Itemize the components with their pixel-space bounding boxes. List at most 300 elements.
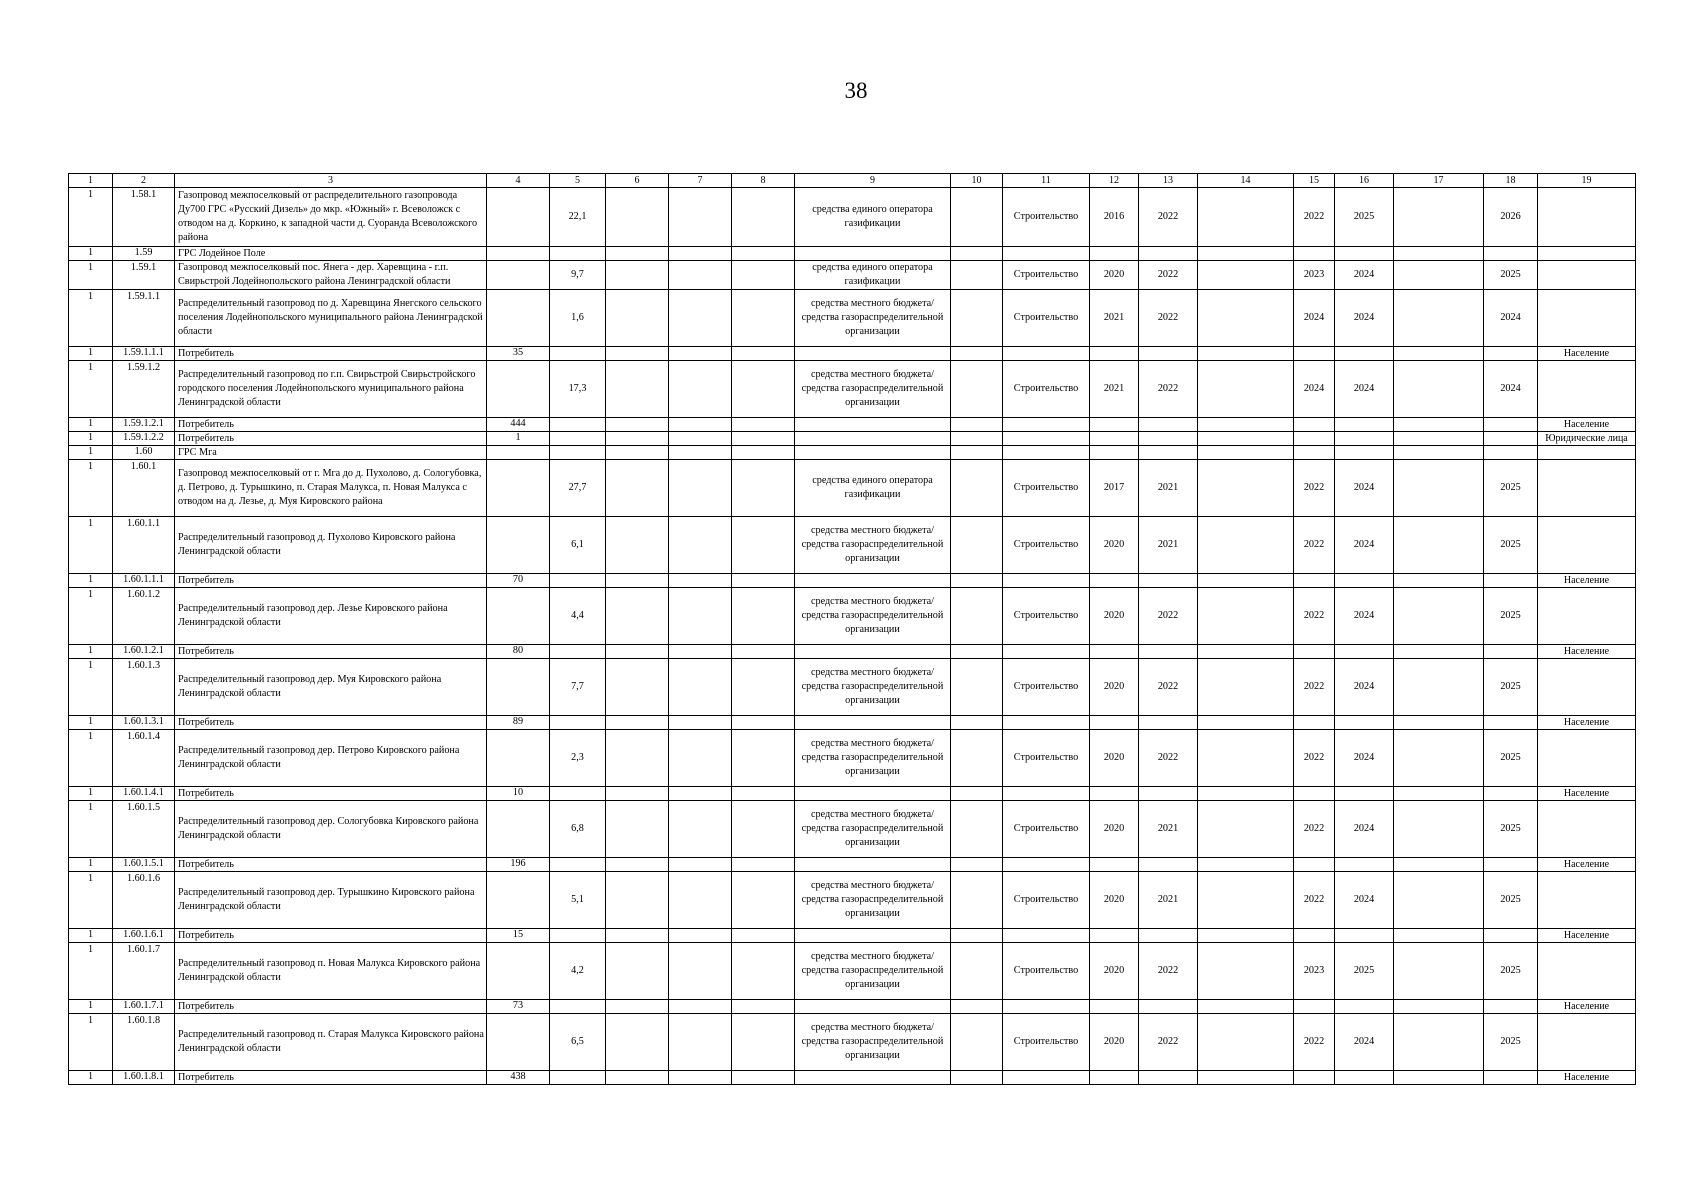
- cell-col-17: [1394, 574, 1484, 588]
- cell-col-6: [606, 659, 669, 716]
- cell-col-12: 2016: [1090, 188, 1139, 247]
- cell-col-11: Строительство: [1003, 261, 1090, 290]
- cell-col-7: [669, 872, 732, 929]
- cell-col-15: 2022: [1294, 872, 1335, 929]
- cell-col-9: [795, 247, 951, 261]
- cell-col-15: [1294, 574, 1335, 588]
- cell-col-16: 2024: [1335, 588, 1394, 645]
- cell-col-14: [1198, 787, 1294, 801]
- cell-col-4: [487, 659, 550, 716]
- cell-col-9: [795, 645, 951, 659]
- cell-col-2: 1.60.1.8.1: [113, 1071, 175, 1085]
- cell-col-18: [1484, 716, 1538, 730]
- cell-col-10: [951, 801, 1003, 858]
- cell-col-15: [1294, 347, 1335, 361]
- cell-col-6: [606, 943, 669, 1000]
- cell-col-18: [1484, 787, 1538, 801]
- column-header-4: 4: [487, 174, 550, 188]
- cell-col-16: 2024: [1335, 1014, 1394, 1071]
- cell-col-3: Распределительный газопровод дер. Петрово Кировского района Ленинградской области: [175, 730, 487, 787]
- cell-col-9: [795, 929, 951, 943]
- cell-col-17: [1394, 858, 1484, 872]
- cell-col-18: 2025: [1484, 659, 1538, 716]
- cell-col-8: [732, 787, 795, 801]
- cell-col-16: [1335, 858, 1394, 872]
- cell-col-19: Население: [1538, 858, 1636, 872]
- cell-col-14: [1198, 517, 1294, 574]
- cell-col-13: 2022: [1139, 290, 1198, 347]
- cell-col-14: [1198, 943, 1294, 1000]
- table-row-consumer: [69, 347, 1636, 361]
- column-header-5: 5: [550, 174, 606, 188]
- cell-col-6: [606, 446, 669, 460]
- cell-col-3: Распределительный газопровод п. Старая Малукса Кировского района Ленинградской области: [175, 1014, 487, 1071]
- cell-col-16: [1335, 1000, 1394, 1014]
- cell-col-18: [1484, 446, 1538, 460]
- cell-col-14: [1198, 290, 1294, 347]
- cell-col-2: 1.59: [113, 247, 175, 261]
- cell-col-3: Газопровод межпоселковый пос. Янега - дер. Харевщина - г.п. Свирьстрой Лодейнопольского района Ленинградской области: [175, 261, 487, 290]
- cell-col-3: Распределительный газопровод д. Пухолово Кировского района Ленинградской области: [175, 517, 487, 574]
- cell-col-11: Строительство: [1003, 361, 1090, 418]
- cell-col-17: [1394, 730, 1484, 787]
- cell-col-7: [669, 418, 732, 432]
- cell-col-13: 2021: [1139, 460, 1198, 517]
- cell-col-9: [795, 347, 951, 361]
- cell-col-17: [1394, 261, 1484, 290]
- cell-col-7: [669, 659, 732, 716]
- cell-col-6: [606, 1014, 669, 1071]
- cell-col-14: [1198, 418, 1294, 432]
- cell-col-7: [669, 858, 732, 872]
- cell-col-13: 2022: [1139, 943, 1198, 1000]
- cell-col-13: [1139, 787, 1198, 801]
- cell-col-18: [1484, 645, 1538, 659]
- cell-col-7: [669, 361, 732, 418]
- table-row: [69, 290, 1636, 347]
- cell-col-17: [1394, 872, 1484, 929]
- cell-col-3: Распределительный газопровод дер. Лезье Кировского района Ленинградской области: [175, 588, 487, 645]
- column-header-13: 13: [1139, 174, 1198, 188]
- cell-col-4: [487, 588, 550, 645]
- cell-col-9: [795, 716, 951, 730]
- cell-col-10: [951, 929, 1003, 943]
- cell-col-6: [606, 261, 669, 290]
- cell-col-3: Потребитель: [175, 1000, 487, 1014]
- cell-col-7: [669, 261, 732, 290]
- cell-col-7: [669, 716, 732, 730]
- cell-col-11: [1003, 716, 1090, 730]
- cell-col-5: [550, 787, 606, 801]
- cell-col-10: [951, 1000, 1003, 1014]
- cell-col-12: [1090, 645, 1139, 659]
- cell-col-7: [669, 801, 732, 858]
- cell-col-11: [1003, 787, 1090, 801]
- table-row-consumer: [69, 418, 1636, 432]
- cell-col-6: [606, 1071, 669, 1085]
- cell-col-11: Строительство: [1003, 659, 1090, 716]
- table-row-consumer: [69, 574, 1636, 588]
- cell-col-10: [951, 659, 1003, 716]
- cell-col-8: [732, 659, 795, 716]
- cell-col-16: 2025: [1335, 943, 1394, 1000]
- cell-col-16: [1335, 446, 1394, 460]
- cell-col-12: [1090, 1071, 1139, 1085]
- cell-col-18: 2025: [1484, 517, 1538, 574]
- cell-col-7: [669, 460, 732, 517]
- cell-col-11: [1003, 418, 1090, 432]
- cell-col-12: 2020: [1090, 872, 1139, 929]
- cell-col-4: 438: [487, 1071, 550, 1085]
- cell-col-11: [1003, 929, 1090, 943]
- cell-col-9: [795, 446, 951, 460]
- cell-col-8: [732, 1071, 795, 1085]
- cell-col-15: [1294, 645, 1335, 659]
- cell-col-8: [732, 588, 795, 645]
- cell-col-11: Строительство: [1003, 188, 1090, 247]
- cell-col-13: [1139, 645, 1198, 659]
- cell-col-10: [951, 943, 1003, 1000]
- cell-col-11: [1003, 574, 1090, 588]
- cell-col-14: [1198, 801, 1294, 858]
- cell-col-4: [487, 361, 550, 418]
- cell-col-13: 2022: [1139, 659, 1198, 716]
- cell-col-19: [1538, 188, 1636, 247]
- cell-col-14: [1198, 872, 1294, 929]
- cell-col-7: [669, 787, 732, 801]
- cell-col-18: 2026: [1484, 188, 1538, 247]
- cell-col-8: [732, 347, 795, 361]
- cell-col-11: Строительство: [1003, 517, 1090, 574]
- cell-col-5: 2,3: [550, 730, 606, 787]
- cell-col-6: [606, 347, 669, 361]
- table-row-consumer: [69, 787, 1636, 801]
- cell-col-19: [1538, 1014, 1636, 1071]
- cell-col-13: [1139, 716, 1198, 730]
- cell-col-12: 2020: [1090, 943, 1139, 1000]
- cell-col-5: [550, 574, 606, 588]
- cell-col-3: ГРС Лодейное Поле: [175, 247, 487, 261]
- cell-col-3: Потребитель: [175, 716, 487, 730]
- cell-col-9: средства местного бюджета/средства газораспределительной организации: [795, 588, 951, 645]
- cell-col-2: 1.59.1.1: [113, 290, 175, 347]
- cell-col-13: [1139, 432, 1198, 446]
- cell-col-5: 22,1: [550, 188, 606, 247]
- column-number-row: [69, 174, 1636, 188]
- cell-col-17: [1394, 588, 1484, 645]
- cell-col-4: [487, 872, 550, 929]
- cell-col-16: [1335, 574, 1394, 588]
- cell-col-6: [606, 432, 669, 446]
- cell-col-16: 2024: [1335, 517, 1394, 574]
- cell-col-5: [550, 347, 606, 361]
- cell-col-3: Распределительный газопровод п. Новая Малукса Кировского района Ленинградской области: [175, 943, 487, 1000]
- cell-col-5: [550, 418, 606, 432]
- cell-col-12: 2020: [1090, 659, 1139, 716]
- cell-col-1: 1: [69, 574, 113, 588]
- cell-col-5: 6,8: [550, 801, 606, 858]
- cell-col-11: Строительство: [1003, 1014, 1090, 1071]
- table-row: [69, 261, 1636, 290]
- cell-col-8: [732, 517, 795, 574]
- cell-col-3: Потребитель: [175, 929, 487, 943]
- cell-col-16: [1335, 432, 1394, 446]
- cell-col-2: 1.60.1.2: [113, 588, 175, 645]
- cell-col-12: 2017: [1090, 460, 1139, 517]
- cell-col-3: Газопровод межпоселковый от г. Мга до д. Пухолово, д. Сологубовка, д. Петрово, д. Турышкино, п. Старая Малукса, п. Новая Малукса с отводом на д. Лезье, д. Муя Кировского района: [175, 460, 487, 517]
- cell-col-5: [550, 432, 606, 446]
- cell-col-2: 1.60.1.3: [113, 659, 175, 716]
- cell-col-5: 6,1: [550, 517, 606, 574]
- cell-col-12: 2020: [1090, 730, 1139, 787]
- cell-col-13: [1139, 1000, 1198, 1014]
- cell-col-15: [1294, 1000, 1335, 1014]
- cell-col-18: [1484, 432, 1538, 446]
- cell-col-7: [669, 247, 732, 261]
- column-header-7: 7: [669, 174, 732, 188]
- cell-col-11: [1003, 1071, 1090, 1085]
- cell-col-15: [1294, 247, 1335, 261]
- cell-col-8: [732, 858, 795, 872]
- cell-col-5: 6,5: [550, 1014, 606, 1071]
- cell-col-15: 2022: [1294, 659, 1335, 716]
- cell-col-19: Юридические лица: [1538, 432, 1636, 446]
- cell-col-17: [1394, 716, 1484, 730]
- cell-col-3: Распределительный газопровод по д. Харевщина Янегского сельского поселения Лодейнопольского муниципального района Ленинградской области: [175, 290, 487, 347]
- cell-col-5: 17,3: [550, 361, 606, 418]
- cell-col-13: 2021: [1139, 872, 1198, 929]
- cell-col-11: [1003, 858, 1090, 872]
- cell-col-1: 1: [69, 517, 113, 574]
- cell-col-3: Газопровод межпоселковый от распределительного газопровода Ду700 ГРС «Русский Дизель» до мкр. «Южный» г. Всеволожск с отводом на д. Коркино, к западной части д. Суоранда Всеволожского района: [175, 188, 487, 247]
- cell-col-12: [1090, 432, 1139, 446]
- column-header-10: 10: [951, 174, 1003, 188]
- cell-col-11: Строительство: [1003, 872, 1090, 929]
- cell-col-8: [732, 1014, 795, 1071]
- cell-col-4: 89: [487, 716, 550, 730]
- cell-col-8: [732, 730, 795, 787]
- cell-col-2: 1.60.1.1.1: [113, 574, 175, 588]
- cell-col-1: 1: [69, 659, 113, 716]
- table-row-consumer: [69, 432, 1636, 446]
- cell-col-14: [1198, 188, 1294, 247]
- cell-col-2: 1.60.1.2.1: [113, 645, 175, 659]
- cell-col-15: [1294, 418, 1335, 432]
- cell-col-10: [951, 432, 1003, 446]
- cell-col-15: [1294, 787, 1335, 801]
- cell-col-15: 2022: [1294, 517, 1335, 574]
- cell-col-7: [669, 588, 732, 645]
- cell-col-7: [669, 1071, 732, 1085]
- cell-col-12: [1090, 347, 1139, 361]
- cell-col-8: [732, 574, 795, 588]
- cell-col-16: [1335, 716, 1394, 730]
- cell-col-10: [951, 787, 1003, 801]
- cell-col-3: Потребитель: [175, 787, 487, 801]
- cell-col-19: Население: [1538, 787, 1636, 801]
- cell-col-10: [951, 418, 1003, 432]
- cell-col-8: [732, 418, 795, 432]
- cell-col-9: [795, 1000, 951, 1014]
- cell-col-4: [487, 247, 550, 261]
- cell-col-17: [1394, 1014, 1484, 1071]
- cell-col-6: [606, 872, 669, 929]
- cell-col-2: 1.58.1: [113, 188, 175, 247]
- cell-col-6: [606, 588, 669, 645]
- cell-col-8: [732, 460, 795, 517]
- cell-col-14: [1198, 730, 1294, 787]
- cell-col-12: 2020: [1090, 517, 1139, 574]
- cell-col-10: [951, 460, 1003, 517]
- cell-col-19: [1538, 247, 1636, 261]
- cell-col-7: [669, 517, 732, 574]
- cell-col-17: [1394, 290, 1484, 347]
- cell-col-17: [1394, 446, 1484, 460]
- cell-col-15: 2022: [1294, 1014, 1335, 1071]
- cell-col-1: 1: [69, 588, 113, 645]
- cell-col-19: Население: [1538, 716, 1636, 730]
- cell-col-8: [732, 801, 795, 858]
- cell-col-14: [1198, 645, 1294, 659]
- cell-col-2: 1.60.1.1: [113, 517, 175, 574]
- cell-col-7: [669, 432, 732, 446]
- cell-col-4: [487, 801, 550, 858]
- column-header-14: 14: [1198, 174, 1294, 188]
- cell-col-4: 10: [487, 787, 550, 801]
- cell-col-19: Население: [1538, 1000, 1636, 1014]
- cell-col-9: средства местного бюджета/средства газораспределительной организации: [795, 361, 951, 418]
- cell-col-5: [550, 716, 606, 730]
- cell-col-15: 2022: [1294, 460, 1335, 517]
- cell-col-1: 1: [69, 261, 113, 290]
- cell-col-4: [487, 261, 550, 290]
- cell-col-8: [732, 247, 795, 261]
- cell-col-8: [732, 361, 795, 418]
- cell-col-10: [951, 247, 1003, 261]
- cell-col-3: Распределительный газопровод по г.п. Свирьстрой Свирьстройского городского поселения Лодейнопольского муниципального района Ленинградской области: [175, 361, 487, 418]
- cell-col-7: [669, 347, 732, 361]
- cell-col-15: 2022: [1294, 588, 1335, 645]
- cell-col-11: [1003, 446, 1090, 460]
- cell-col-6: [606, 858, 669, 872]
- cell-col-1: 1: [69, 801, 113, 858]
- cell-col-6: [606, 460, 669, 517]
- cell-col-15: 2024: [1294, 361, 1335, 418]
- cell-col-8: [732, 929, 795, 943]
- cell-col-1: 1: [69, 247, 113, 261]
- cell-col-10: [951, 290, 1003, 347]
- cell-col-4: [487, 943, 550, 1000]
- cell-col-9: средства местного бюджета/средства газораспределительной организации: [795, 801, 951, 858]
- cell-col-1: 1: [69, 1071, 113, 1085]
- cell-col-10: [951, 446, 1003, 460]
- cell-col-18: 2025: [1484, 730, 1538, 787]
- cell-col-11: Строительство: [1003, 730, 1090, 787]
- cell-col-19: Население: [1538, 1071, 1636, 1085]
- column-header-12: 12: [1090, 174, 1139, 188]
- cell-col-14: [1198, 347, 1294, 361]
- cell-col-12: [1090, 716, 1139, 730]
- cell-col-2: 1.60.1.8: [113, 1014, 175, 1071]
- cell-col-16: 2025: [1335, 188, 1394, 247]
- cell-col-18: [1484, 347, 1538, 361]
- cell-col-19: [1538, 659, 1636, 716]
- cell-col-11: [1003, 645, 1090, 659]
- cell-col-7: [669, 730, 732, 787]
- cell-col-17: [1394, 929, 1484, 943]
- cell-col-4: 70: [487, 574, 550, 588]
- column-header-11: 11: [1003, 174, 1090, 188]
- table-row: [69, 1014, 1636, 1071]
- cell-col-4: [487, 188, 550, 247]
- cell-col-18: [1484, 1000, 1538, 1014]
- cell-col-3: Распределительный газопровод дер. Турышкино Кировского района Ленинградской области: [175, 872, 487, 929]
- cell-col-17: [1394, 432, 1484, 446]
- cell-col-6: [606, 188, 669, 247]
- cell-col-1: 1: [69, 929, 113, 943]
- cell-col-19: [1538, 588, 1636, 645]
- table-row: [69, 801, 1636, 858]
- cell-col-12: [1090, 446, 1139, 460]
- cell-col-9: средства местного бюджета/средства газораспределительной организации: [795, 659, 951, 716]
- cell-col-19: Население: [1538, 347, 1636, 361]
- cell-col-13: 2022: [1139, 361, 1198, 418]
- cell-col-14: [1198, 432, 1294, 446]
- cell-col-1: 1: [69, 1000, 113, 1014]
- cell-col-18: [1484, 929, 1538, 943]
- cell-col-17: [1394, 361, 1484, 418]
- cell-col-18: 2025: [1484, 943, 1538, 1000]
- cell-col-8: [732, 446, 795, 460]
- cell-col-15: [1294, 716, 1335, 730]
- cell-col-10: [951, 730, 1003, 787]
- table-row-consumer: [69, 1000, 1636, 1014]
- cell-col-16: [1335, 1071, 1394, 1085]
- cell-col-9: средства единого оператора газификации: [795, 188, 951, 247]
- table-row: [69, 460, 1636, 517]
- cell-col-13: [1139, 247, 1198, 261]
- cell-col-14: [1198, 247, 1294, 261]
- cell-col-4: 73: [487, 1000, 550, 1014]
- cell-col-10: [951, 574, 1003, 588]
- cell-col-12: [1090, 418, 1139, 432]
- cell-col-19: Население: [1538, 929, 1636, 943]
- cell-col-3: Потребитель: [175, 347, 487, 361]
- cell-col-13: [1139, 446, 1198, 460]
- table-row-consumer: [69, 645, 1636, 659]
- cell-col-9: средства местного бюджета/средства газораспределительной организации: [795, 730, 951, 787]
- cell-col-3: Распределительный газопровод дер. Сологубовка Кировского района Ленинградской области: [175, 801, 487, 858]
- cell-col-2: 1.60.1.3.1: [113, 716, 175, 730]
- cell-col-14: [1198, 588, 1294, 645]
- cell-col-14: [1198, 929, 1294, 943]
- cell-col-15: [1294, 446, 1335, 460]
- cell-col-19: [1538, 517, 1636, 574]
- cell-col-19: [1538, 730, 1636, 787]
- cell-col-17: [1394, 347, 1484, 361]
- cell-col-13: 2022: [1139, 1014, 1198, 1071]
- cell-col-4: [487, 730, 550, 787]
- cell-col-16: [1335, 929, 1394, 943]
- cell-col-12: 2021: [1090, 290, 1139, 347]
- cell-col-2: 1.60: [113, 446, 175, 460]
- cell-col-16: 2024: [1335, 730, 1394, 787]
- cell-col-16: [1335, 247, 1394, 261]
- cell-col-18: [1484, 247, 1538, 261]
- column-header-1: 1: [69, 174, 113, 188]
- cell-col-9: средства единого оператора газификации: [795, 261, 951, 290]
- cell-col-11: [1003, 432, 1090, 446]
